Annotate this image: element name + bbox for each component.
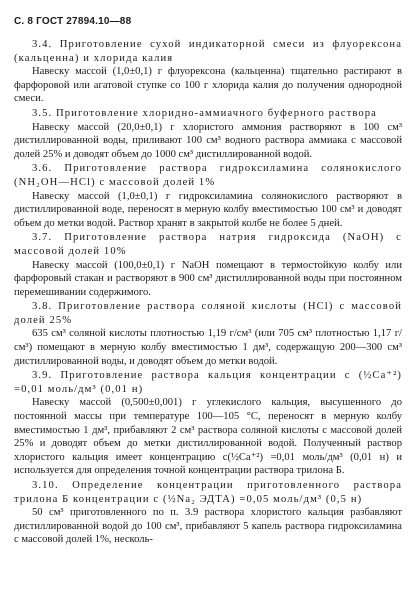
- section-text-3-6: Навеску массой (1,0±0,1) г гидроксиламина солянокислого растворяют в дистиллированной воде, переносят в мерную колбу вместимостью 100 см³ и доводят объем до метки водой. Раствор хранят в закрытой колбе не более 5 дней.: [14, 190, 402, 229]
- section-heading-3-9: 3.9. Приготовление раствора кальция концентрации c (½Ca⁺²) =0,01 моль/дм³ (0,01 н): [14, 370, 402, 395]
- section-heading-3-7: 3.7. Приготовление раствора натрия гидроксида (NaOH) с массовой долей 10%: [14, 232, 402, 257]
- section-heading-3-10: 3.10. Определение концентрации приготовленного раствора трилона Б концентрации c (½Na₂ ЭДТА) =0,05 моль/дм³ (0,5 н): [14, 480, 402, 505]
- section-heading-3-8: 3.8. Приготовление раствора соляной кислоты (HCl) с массовой долей 25%: [14, 301, 402, 326]
- section-heading-3-5: 3.5. Приготовление хлоридно-аммиачного буферного раствора: [32, 107, 377, 119]
- page-header: С. 8 ГОСТ 27894.10—88: [14, 16, 132, 27]
- section-text-3-10: 50 см³ приготовленного по п. 3.9 раствора хлористого кальция разбавляют дистиллированной водой до 100 см³, прибавляют 5 капель раствора гидроксиламина с массовой долей 1%, несколь-: [14, 507, 402, 546]
- section-text-3-7: Навеску массой (100,0±0,1) г NaOH помещают в термостойкую колбу или фарфоровый стакан и растворяют в 900 см³ дистиллированной воды при постоянном перемешивании содержимого.: [14, 259, 402, 298]
- section-text-3-9: Навеску массой (0,500±0,001) г углекислого кальция, высушенного до постоянной массы при температуре 100—105 °С, переносят в мерную колбу вместимостью 1 дм³, прибавляют 2 см³ раствора соляной кислоты с массовой долей 25% и доводят объем до метки дистиллированной водой. Полученный раствор хлористого кальция имеет концентрацию c(½Ca⁺²) =0,01 моль/дм³ (0,01 н) и используется для определения точной концентрации раствора трилона Б.: [14, 397, 402, 477]
- section-text-3-5: Навеску массой (20,0±0,1) г хлористого аммония растворяют в 100 см³ дистиллированной воды, приливают 100 см³ водного раствора аммиака с массовой долей 25% и доводят объем до 1000 см³ дистиллированной водой.: [14, 121, 402, 160]
- section-text-3-4: Навеску массой (1,0±0,1) г флуорексона (кальценна) тщательно растирают в фарфоровой или агатовой ступке со 100 г хлорида калия до получения однородной смеси.: [14, 66, 402, 105]
- section-text-3-8: 635 см³ соляной кислоты плотностью 1,19 г/см³ (или 705 см³ плотностью 1,17 г/см³) помещают в мерную колбу вместимостью 1 дм³, содержащую 200—300 см³ дистиллированной воды, и доводят объем до метки водой.: [14, 328, 402, 367]
- document-body: [14, 38, 402, 547]
- section-heading-3-4: 3.4. Приготовление сухой индикаторной смеси из флуорексона (кальценна) и хлорида калия: [14, 39, 402, 64]
- section-heading-3-6: 3.6. Приготовление раствора гидроксиламина солянокислого (NH₂OH—HCl) с массовой долей 1%: [14, 163, 402, 188]
